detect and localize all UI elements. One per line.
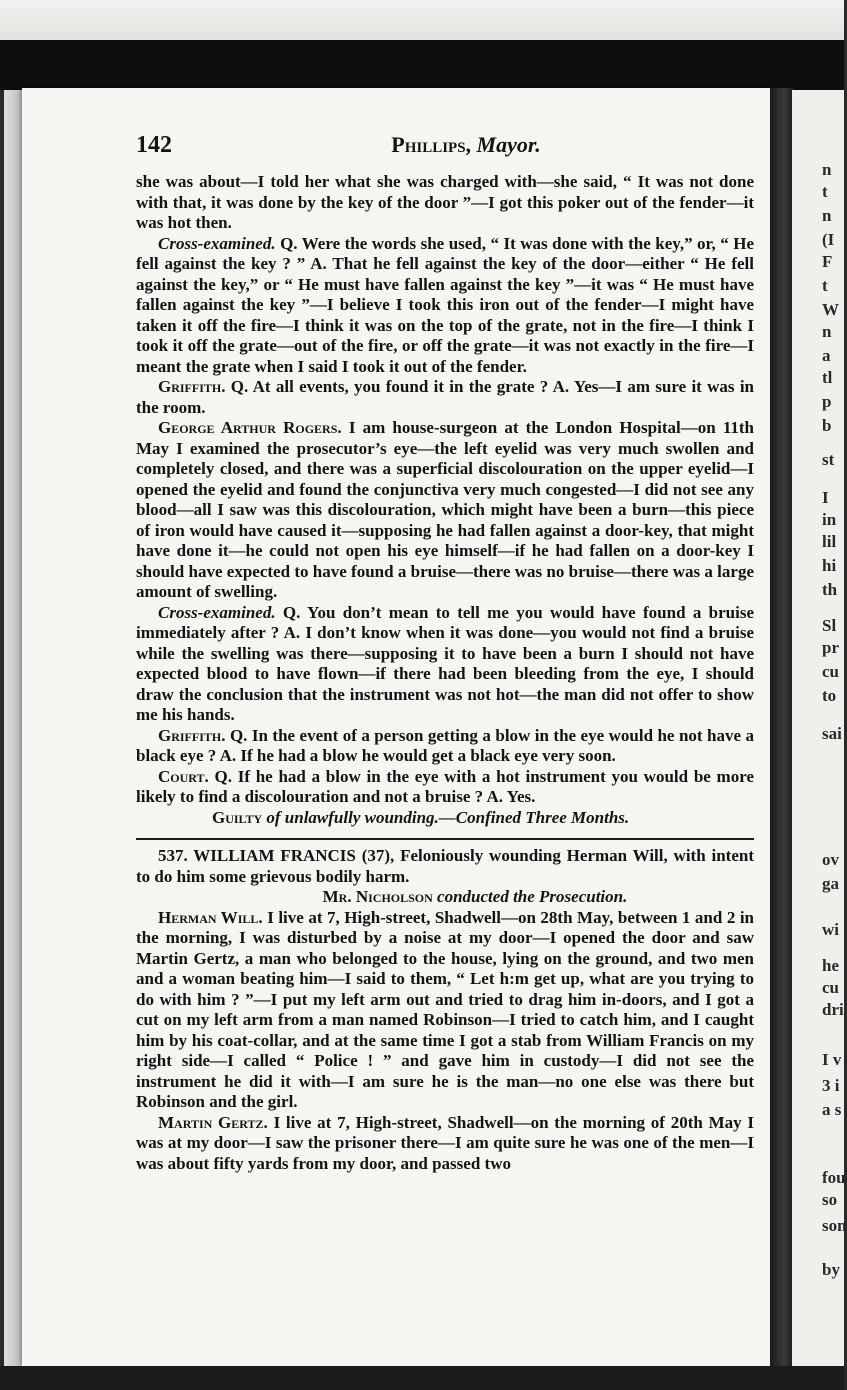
facing-page-fragment: n	[822, 206, 832, 225]
testimony-paragraph	[136, 172, 754, 234]
speaker-label: Court.	[158, 766, 209, 786]
prosecution-note: conducted the Prosecution.	[437, 887, 628, 906]
running-head	[136, 132, 756, 158]
paragraph-text: Q. If he had a blow in the eye with a hot instrument you would be more likely to find a discolouration and not a bruise ? A. Yes.	[136, 766, 754, 806]
facing-page-fragment: I v	[822, 1050, 842, 1069]
testimony-paragraph	[136, 418, 754, 603]
facing-page-fragment: pr	[822, 638, 839, 657]
speaker-label: Cross-examined.	[158, 602, 276, 622]
testimony-paragraph	[136, 767, 754, 808]
running-head-title: Mayor.	[476, 132, 541, 157]
scan-background-bottom	[0, 1366, 844, 1390]
facing-page-fragment: to	[822, 686, 837, 705]
facing-page-fragment: hi	[822, 556, 837, 575]
facing-page-fragment: dri	[822, 1000, 844, 1019]
testimony-section	[136, 172, 754, 808]
witness-paragraph	[136, 908, 754, 1113]
prosecutor-name: Mr. Nicholson	[322, 887, 433, 906]
facing-page-fragment: tl	[822, 368, 833, 387]
facing-page-fragment: Sl	[822, 616, 837, 635]
page-body	[136, 172, 754, 1174]
speaker-label: Griffith.	[158, 377, 226, 396]
page-header	[136, 132, 756, 168]
prosecution-line	[136, 887, 754, 908]
paragraph-text: I live at 7, High-street, Shadwell—on 28th May, between 1 and 2 in the morning, I was disturbed by a noise at my door—I opened the door and saw Martin Gertz, a man who belonged to the house, lying on the ground, and two men and a woman beating him—I said to them, “ Let h:m get up, what are you trying to do with him ? ”—I put my left arm out and tried to drag him in-doors, and I got a cut on my left arm from a man named Robinson—I tried to catch him, and I caught him by his coat-collar, and at the same time I got a stab from William Francis on my right side—I called “ Police ! ” and gave him in custody—I did not see the instrument he did it with—I am sure he is the man—no one else was there but Robinson and the girl.	[136, 907, 755, 1111]
facing-page-fragment: wi	[822, 920, 839, 939]
witness-paragraph	[136, 1113, 754, 1175]
running-head-name: Phillips,	[391, 132, 472, 157]
facing-page-fragment: (I	[822, 230, 835, 249]
testimony-paragraph	[136, 603, 754, 726]
facing-page-fragment: sai	[822, 724, 842, 743]
facing-page-fragment: in	[822, 510, 837, 529]
paragraph-text: she was about—I told her what she was charged with—she said, “ It was not done with that, it was done by the key of the door ”—I got this poker out of the fender—it was hot then.	[136, 172, 754, 232]
case-testimony-section	[136, 908, 754, 1175]
facing-page-fragment: lil	[822, 532, 837, 551]
paragraph-text: Q. In the event of a person getting a blow in the eye would he not have a black eye ? A. If he had a blow he would get a black eye very soon.	[136, 725, 754, 765]
facing-page-fragment: he	[822, 956, 839, 975]
speaker-label: Cross-examined.	[158, 233, 276, 253]
book-page	[22, 88, 774, 1366]
facing-page-fragment: a	[822, 346, 831, 365]
facing-page-fragment: n	[822, 322, 832, 341]
facing-page-fragment: t	[822, 276, 828, 295]
page-number: 142	[136, 132, 172, 158]
page-edge	[4, 90, 24, 1380]
facing-page-fragment: a s	[822, 1100, 842, 1119]
facing-page-fragment: by	[822, 1260, 840, 1279]
case-heading: 537. WILLIAM FRANCIS (37), Feloniously wounding Herman Will, with intent to do him some grievous bodily harm.	[136, 846, 754, 886]
testimony-paragraph	[136, 377, 754, 418]
speaker-label: Griffith.	[158, 725, 226, 745]
facing-page-fragment: cu	[822, 978, 839, 997]
facing-page-fragment: F	[822, 252, 833, 271]
verdict-guilty: Guilty	[212, 807, 263, 827]
facing-page	[792, 90, 847, 1370]
verdict-sentence: of unlawfully wounding.—Confined Three Months.	[266, 807, 630, 827]
witness-name: Martin Gertz.	[158, 1112, 268, 1132]
facing-page-fragment: t	[822, 182, 828, 201]
paragraph-text: Q. You don’t mean to tell me you would have found a bruise immediately after ? A. I don’t know when it was done—you would not find a bruise while the swelling was there—supposing it to have been a burn I should not have expected blood to have flown—if there had been bleeding from the eye, I should draw the conclusion that the instrument was not hot—the man did not offer to show me his hands.	[136, 602, 754, 724]
facing-page-fragment: st	[822, 450, 835, 469]
paragraph-text: Q. Were the words she used, “ It was done with the key,” or, “ He fell against the key ? ” A. That he fell against the key of the door—either “ He fell against the key,” or “ He must have fallen against the key ”—it was “ He must have fallen against the key ”—I believe I took this iron out of the fender—I might have taken it off the fire—I think it was on the top of the grate, not in the fire—I think I took it off the grate—out of the fire, or off the grate—it was not exactly in the fire—I meant the grate when I said I took it out of the fender.	[136, 233, 755, 376]
paragraph-text: Q. At all events, you found it in the grate ? A. Yes—I am sure it was in the room.	[136, 377, 755, 417]
testimony-paragraph	[136, 726, 754, 767]
facing-page-fragment: cu	[822, 662, 839, 681]
facing-page-fragment: p	[822, 392, 832, 411]
case-divider	[136, 838, 754, 840]
book-binding-shadow	[0, 40, 844, 90]
verdict	[136, 808, 754, 829]
facing-page-fragment: ov	[822, 850, 839, 869]
facing-page-fragment: n	[822, 160, 832, 179]
speaker-label: George Arthur Rogers.	[158, 418, 342, 437]
facing-page-fragment: so	[822, 1190, 838, 1209]
witness-name: Herman Will.	[158, 907, 263, 927]
facing-page-fragment: 3 i	[822, 1076, 840, 1095]
testimony-paragraph	[136, 234, 754, 378]
facing-page-fragment: th	[822, 580, 838, 599]
facing-page-fragment: fou	[822, 1168, 846, 1187]
paragraph-text: I am house-surgeon at the London Hospital—on 11th May I examined the prosecutor’s eye—the left eyelid was very much swollen and completely closed, and there was a superficial discolouration on the upper eyelid—I opened the eyelid and found the conjunctiva very much congested—I did not see any blood—all I saw was this discolouration, which might have been a burn—this piece of iron would have caused it—supposing he had fallen against a door-key, that might have done it—he could not open his eye himself—if he had fallen on a door-key I should have expected to have found a bruise—there was no bruise—there was a large amount of swelling.	[136, 418, 755, 601]
book-spine	[770, 88, 794, 1378]
facing-page-fragment: b	[822, 416, 832, 435]
facing-page-fragment: ga	[822, 874, 839, 893]
facing-page-fragment: I	[822, 488, 829, 507]
paragraph-text: I live at 7, High-street, Shadwell—on the morning of 20th May I was at my door—I saw the prisoner there—I am quite sure he was one of the men—I was about fifty yards from my door, and passed two	[136, 1112, 755, 1173]
facing-page-fragment: W	[822, 300, 839, 319]
facing-page-fragment: son	[822, 1216, 847, 1235]
